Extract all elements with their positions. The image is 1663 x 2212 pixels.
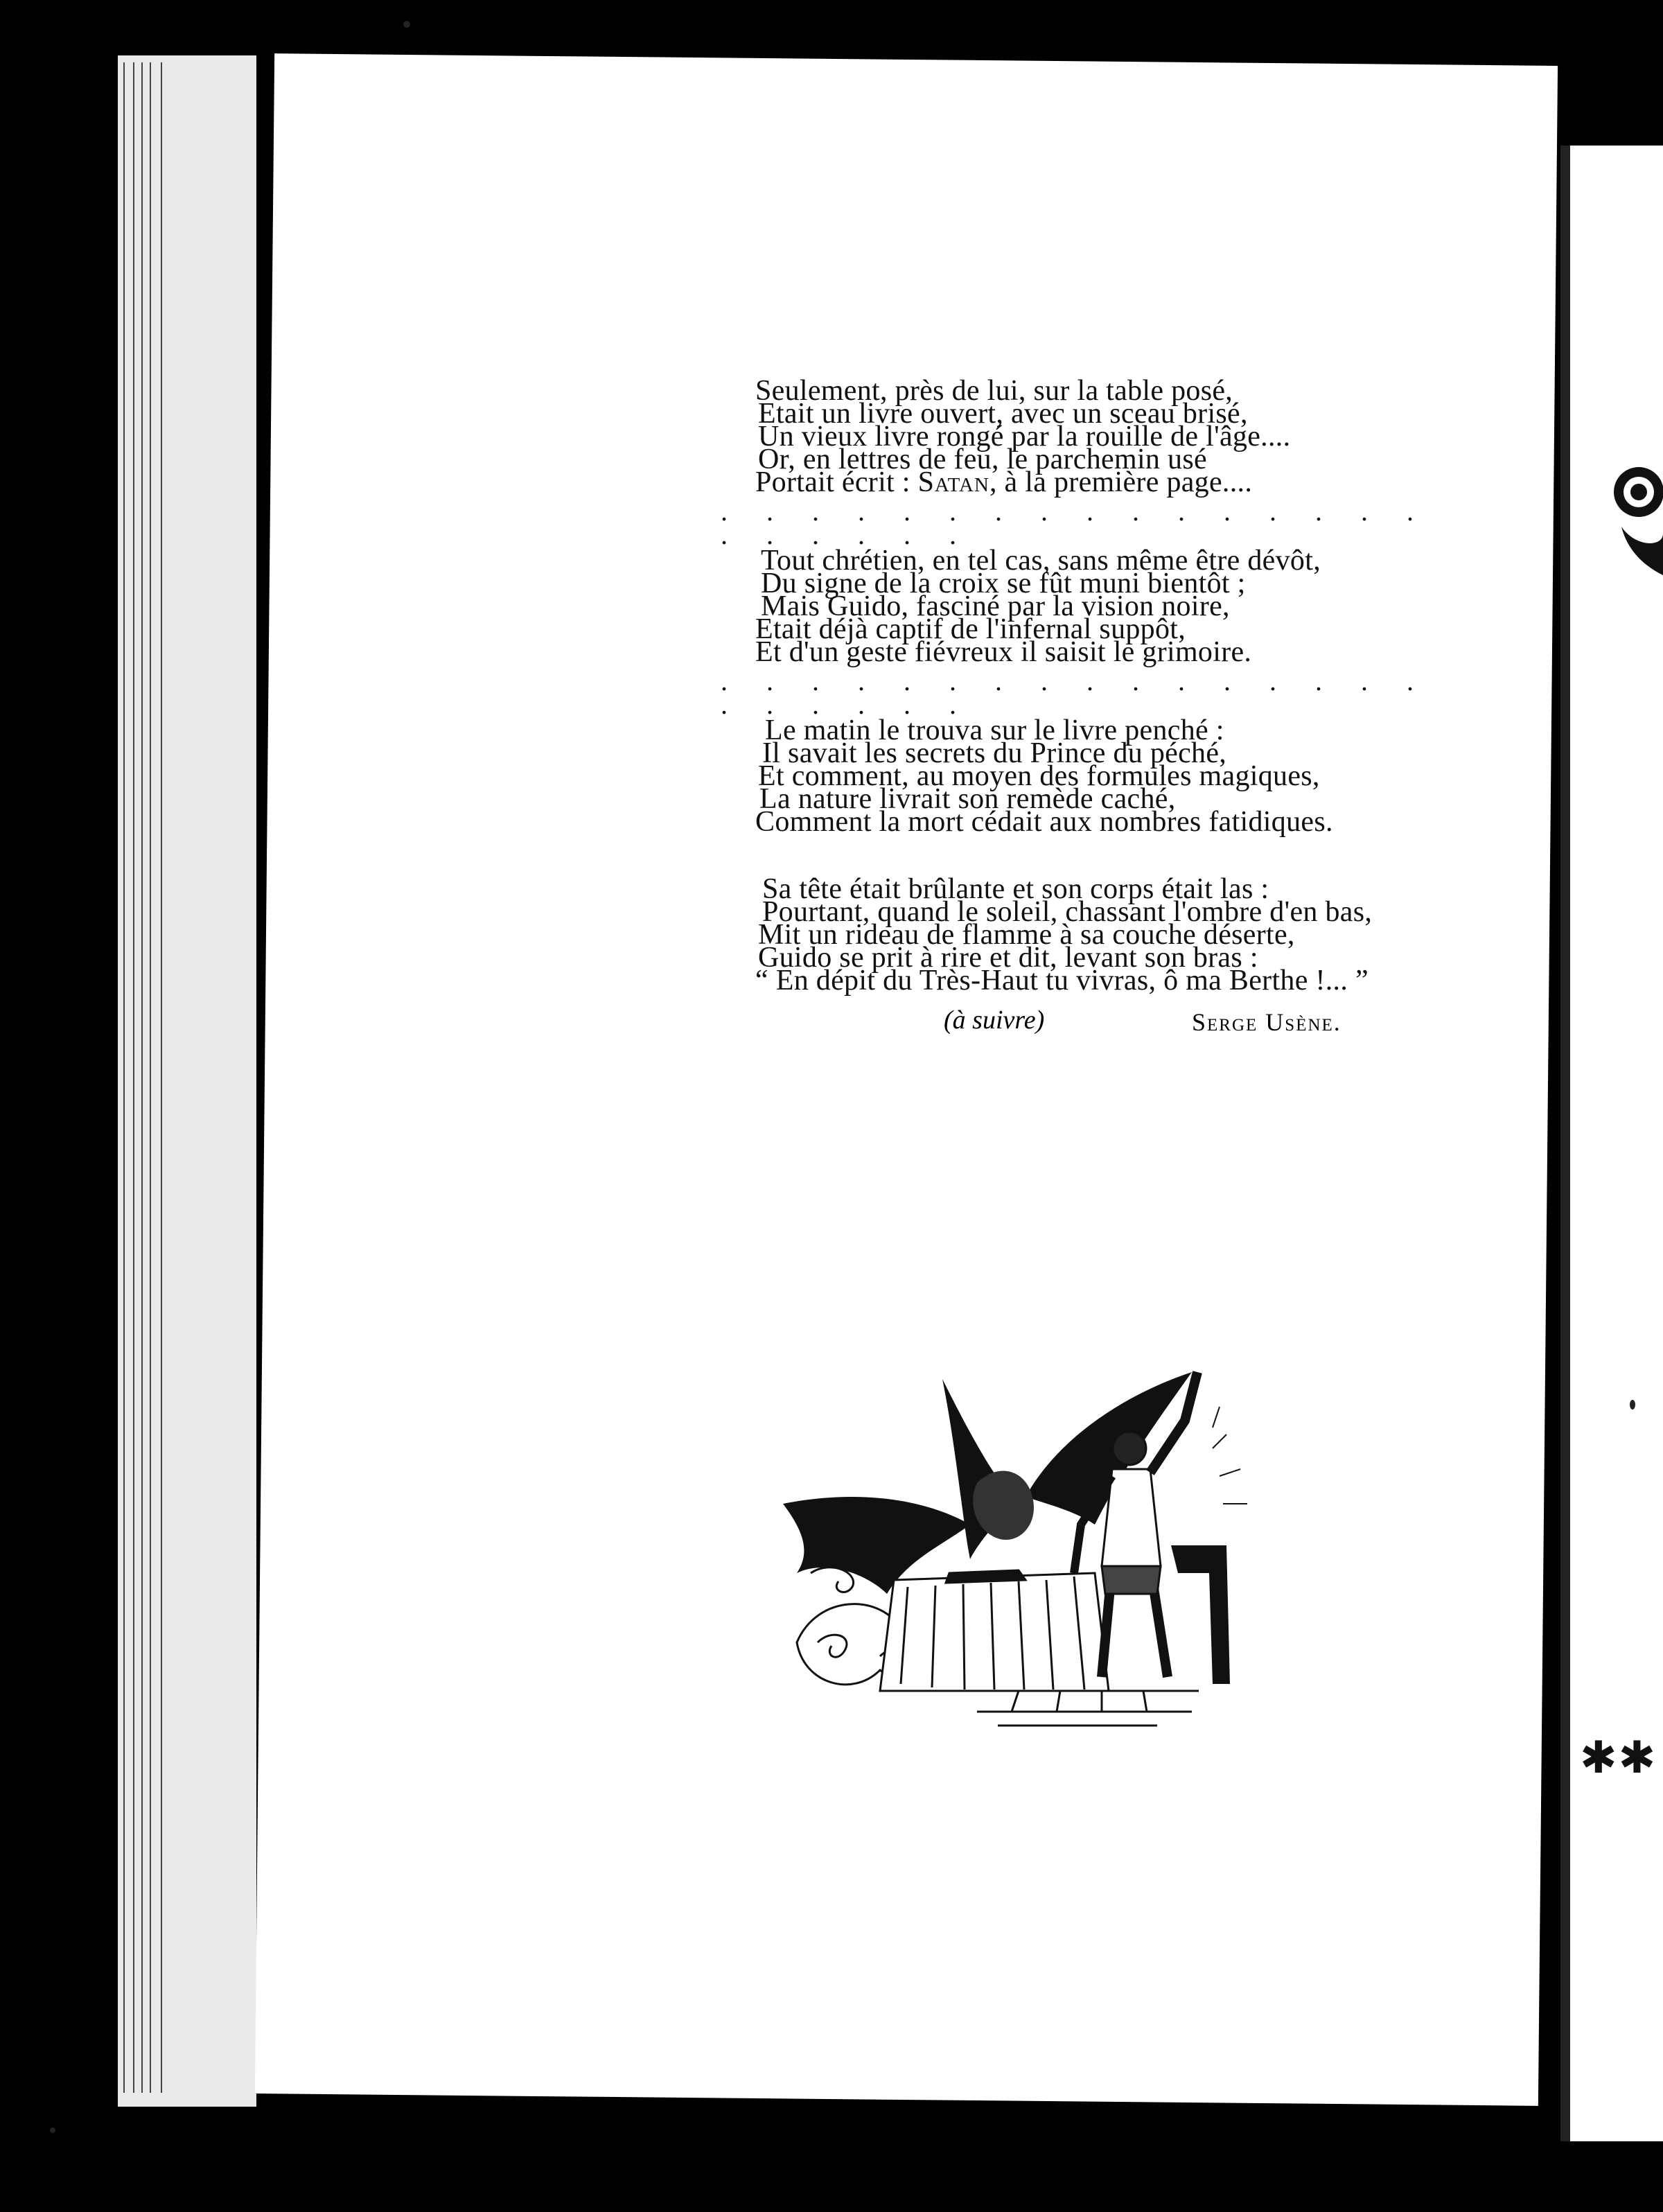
- poem-line-text: Mais Guido, fasciné par la vision noire,: [761, 590, 1230, 622]
- page-edge-line-4: [150, 62, 151, 2093]
- poem-line-text: Portait écrit :: [755, 466, 918, 498]
- page-edge-line-1: [123, 62, 125, 2093]
- poem-line: [755, 466, 1434, 498]
- poem-line-text: Un vieux livre rongé par la rouille de l'âge....: [758, 421, 1291, 453]
- poem-line-text: Etait un livre ouvert, avec un sceau brisé,: [758, 398, 1248, 430]
- poem-line: [755, 636, 1434, 668]
- poem: [721, 375, 1434, 1046]
- poem-line-text: Or, en lettres de feu, le parchemin usé: [758, 444, 1207, 475]
- poem-line-text: Mit un rideau de flamme à sa couche déserte,: [758, 919, 1295, 951]
- poem-line-text: Tout chrétien, en tel cas, sans même être dévôt,: [761, 545, 1321, 577]
- poem-line-text: Le matin le trouva sur le livre penché :: [765, 714, 1224, 746]
- signature-row: [755, 1005, 1434, 1046]
- poem-line-text: Comment la mort cédait aux nombres fatidiques.: [755, 806, 1333, 838]
- page-edge-line-2: [133, 62, 134, 2093]
- poem-line-text: La nature livrait son remède caché,: [759, 783, 1176, 815]
- dotted-separator: . . . . . . . . . . . . . . . . . . . . . .: [721, 495, 1429, 550]
- poem-line-text: “ En dépit du Très-Haut tu vivras, ô ma Berthe !... ”: [755, 965, 1369, 997]
- facing-page: [1560, 146, 1663, 2141]
- poem-line: [755, 806, 1434, 838]
- poem-line-text: Pourtant, quand le soleil, chassant l'ombre d'en bas,: [762, 896, 1373, 928]
- ink-speck: [1630, 1400, 1635, 1410]
- poem-line-text: Guido se prit à rire et dit, levant son bras :: [758, 942, 1258, 974]
- poem-line-text: Etait déjà captif de l'infernal suppôt,: [755, 613, 1186, 645]
- poem-line-text: Il savait les secrets du Prince du péché,: [762, 737, 1227, 769]
- page-edge-line-5: [161, 62, 162, 2093]
- page-edge-1: [118, 55, 256, 2107]
- poem-line-text: Et d'un geste fiévreux il saisit le grimoire.: [755, 636, 1252, 668]
- poem-line-text: , à la première page....: [989, 466, 1253, 498]
- poem-line-text: Et comment, au moyen des formules magiques,: [758, 760, 1320, 792]
- ink-speck: [50, 2127, 55, 2133]
- poem-line-text: Du signe de la croix se fût muni bientôt ;: [761, 568, 1246, 599]
- engraving-illustration: [769, 1365, 1268, 1739]
- book-page: [255, 53, 1558, 2106]
- poem-line-text: Sa tête était brûlante et son corps était las :: [762, 873, 1269, 905]
- author-signature: Serge Usène.: [1192, 1008, 1341, 1036]
- satan-word: Satan: [917, 466, 989, 498]
- page-edge-line-3: [141, 62, 143, 2093]
- poem-line-text: Seulement, près de lui, sur la table posé,: [755, 375, 1233, 407]
- facing-page-ornament: [1601, 450, 1663, 603]
- ink-speck: [403, 21, 410, 28]
- poem-line: [755, 965, 1434, 997]
- facing-page-asterism: ✱✱: [1580, 1733, 1657, 1782]
- dotted-separator: . . . . . . . . . . . . . . . . . . . . . .: [721, 665, 1429, 720]
- stanza-gap: [755, 834, 1434, 878]
- continuation-note: (à suivre): [944, 1006, 1045, 1035]
